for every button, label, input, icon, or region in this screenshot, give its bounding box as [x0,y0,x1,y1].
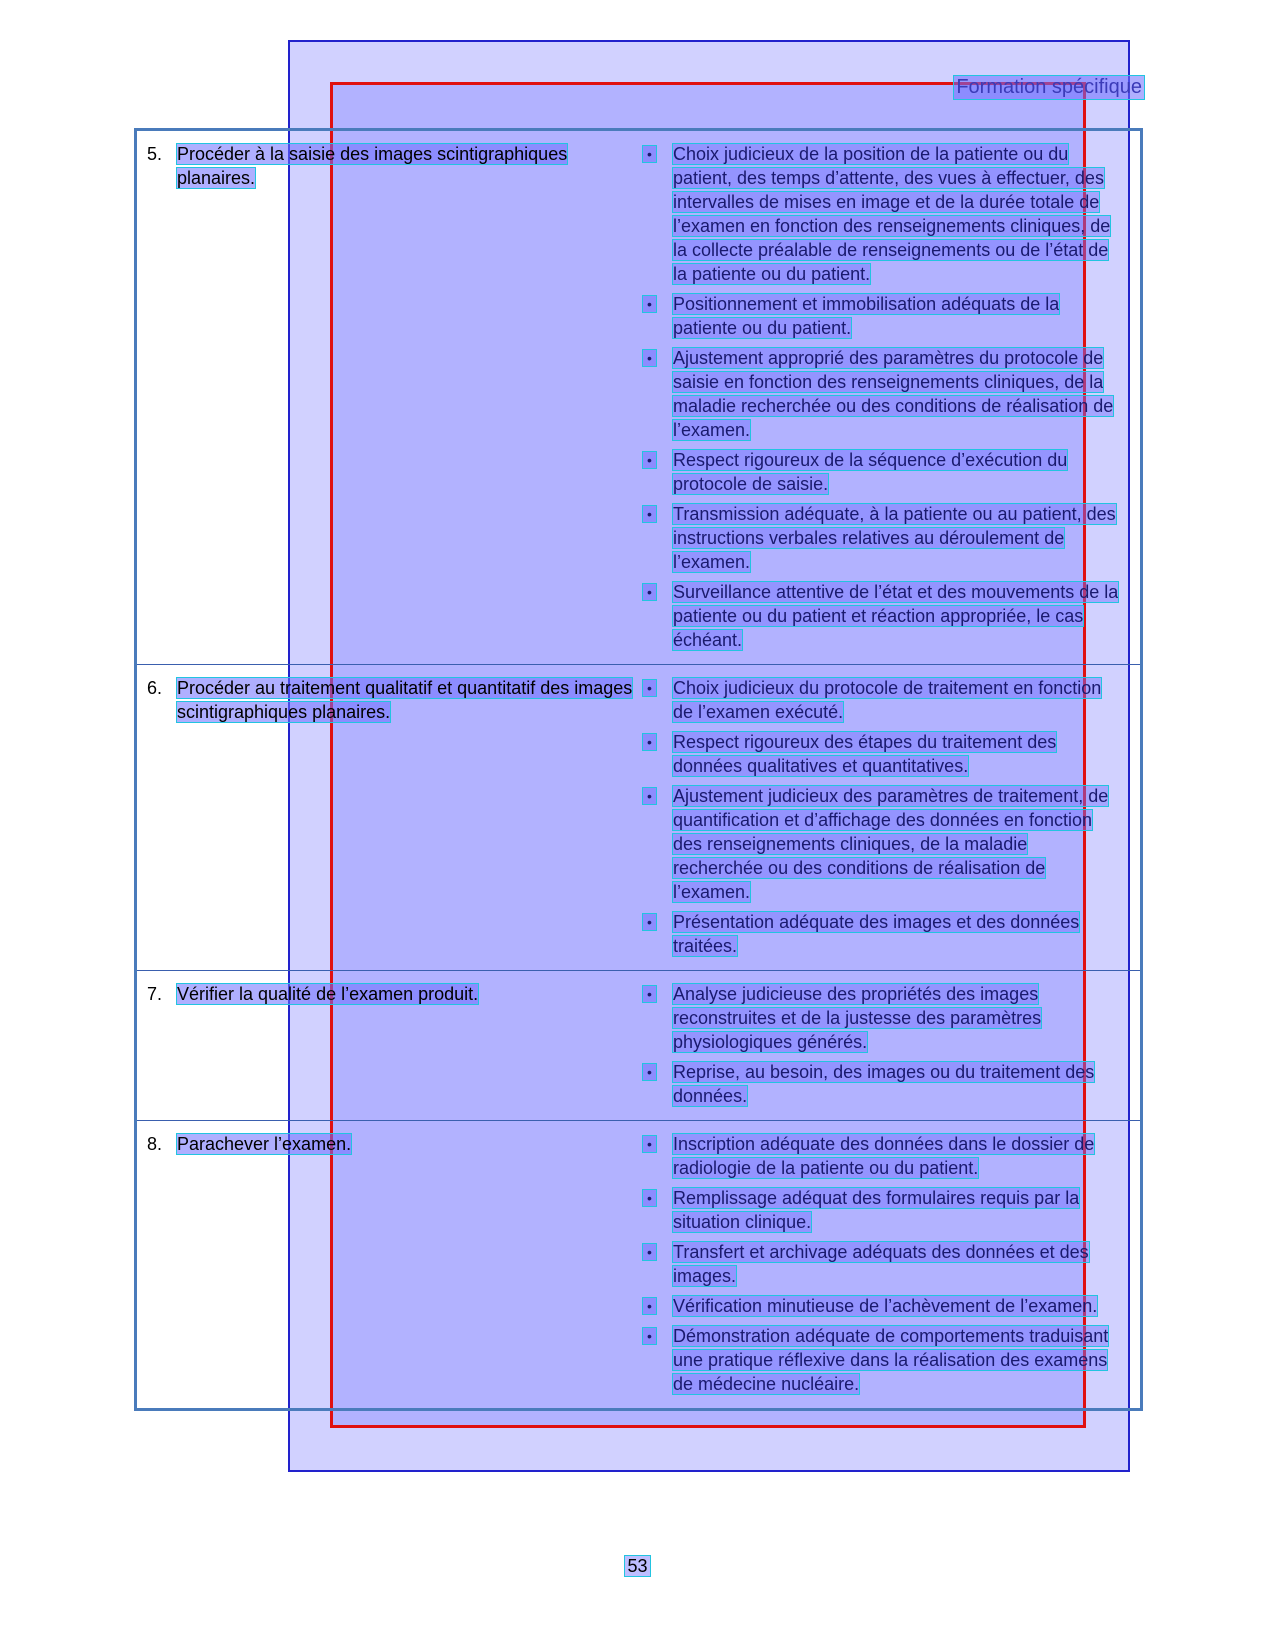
criteria-text-wrap [673,982,1119,1054]
criteria-item [643,1324,1130,1396]
step-text-wrap [177,142,643,190]
competence-cell [136,665,644,971]
page-number-text: 53 [627,1556,648,1576]
bullet-glyph: • [643,1244,656,1260]
criteria-cell [643,1121,1142,1410]
bullet-glyph: • [643,1328,656,1344]
criteria-list [643,982,1130,1108]
page-number [0,1556,1275,1577]
step-text: Procéder au traitement qualitatif et quantitatif des images scintigraphiques planaires. [177,678,633,722]
step-number: 5. [147,144,163,164]
competence-row [136,130,1142,665]
criteria-text: Choix judicieux de la position de la patiente ou du patient, des temps d’attente, des vues à effectuer, des intervalles de mises en image et de la durée totale de l’examen en fonction des renseignements cliniques, de la collecte préalable de renseignements ou de l’état de la patiente ou du patient. [673,144,1111,284]
criteria-text: Respect rigoureux des étapes du traitement des données qualitatives et quantitatives. [673,732,1057,776]
bullet-icon [643,1324,673,1396]
step-text-wrap [177,1132,351,1156]
criteria-text-wrap [673,910,1119,958]
criteria-cell [643,665,1142,971]
step-number: 7. [147,984,163,1004]
bullet-icon [643,1294,673,1318]
competence-row [136,1121,1142,1410]
bullet-glyph: • [643,452,656,468]
bullet-glyph: • [643,1064,656,1080]
criteria-text: Transmission adéquate, à la patiente ou au patient, des instructions verbales relatives au déroulement de l’examen. [673,504,1116,572]
criteria-text: Vérification minutieuse de l’achèvement de l’examen. [673,1296,1098,1316]
bullet-icon [643,502,673,574]
criteria-text: Positionnement et immobilisation adéquats de la patiente ou du patient. [673,294,1060,338]
criteria-text-wrap [673,1294,1119,1318]
bullet-icon [643,580,673,652]
competence-cell [136,130,644,665]
criteria-text-wrap [673,784,1119,904]
competence-cell [136,971,644,1121]
criteria-text-wrap [673,448,1119,496]
bullet-glyph: • [643,350,656,366]
criteria-item [643,784,1130,904]
criteria-item [643,580,1130,652]
bullet-glyph: • [643,146,656,162]
competence-step [147,982,643,1006]
criteria-list [643,676,1130,958]
criteria-item [643,1186,1130,1234]
bullet-icon [643,1132,673,1180]
bullet-icon [643,448,673,496]
bullet-icon [643,346,673,442]
bullet-glyph: • [643,1136,656,1152]
criteria-item [643,1294,1130,1318]
criteria-text: Ajustement approprié des paramètres du protocole de saisie en fonction des renseignements cliniques, de la maladie recherchée ou des conditions de réalisation de l’examen. [673,348,1114,440]
bullet-glyph: • [643,986,656,1002]
criteria-text: Inscription adéquate des données dans le dossier de radiologie de la patiente ou du patient. [673,1134,1095,1178]
step-text: Vérifier la qualité de l’examen produit. [177,984,479,1004]
step-number: 8. [147,1134,163,1154]
bullet-glyph: • [643,584,656,600]
bullet-icon [643,910,673,958]
bullet-glyph: • [643,914,656,930]
criteria-text: Transfert et archivage adéquats des données et des images. [673,1242,1089,1286]
competence-step [147,142,643,190]
bullet-icon [643,730,673,778]
bullet-glyph: • [643,1190,656,1206]
criteria-item [643,142,1130,286]
criteria-list [643,142,1130,652]
criteria-text-wrap [673,730,1119,778]
criteria-item [643,910,1130,958]
criteria-text-wrap [673,676,1119,724]
bullet-glyph: • [643,1298,656,1314]
criteria-text: Reprise, au besoin, des images ou du traitement des données. [673,1062,1095,1106]
criteria-text-wrap [673,580,1119,652]
step-number: 6. [147,678,163,698]
criteria-item [643,1060,1130,1108]
criteria-item [643,1132,1130,1180]
bullet-icon [643,292,673,340]
step-text-wrap [177,982,478,1006]
criteria-text: Choix judicieux du protocole de traitement en fonction de l’examen exécuté. [673,678,1102,722]
criteria-text: Remplissage adéquat des formulaires requis par la situation clinique. [673,1188,1080,1232]
criteria-text-wrap [673,1060,1119,1108]
bullet-glyph: • [643,296,656,312]
criteria-item [643,676,1130,724]
bullet-icon [643,1060,673,1108]
criteria-text-wrap [673,1186,1119,1234]
step-text: Parachever l’examen. [177,1134,352,1154]
bullet-glyph: • [643,734,656,750]
criteria-text-wrap [673,1324,1119,1396]
step-text: Procéder à la saisie des images scintigraphiques planaires. [177,144,568,188]
criteria-text-wrap [673,1132,1119,1180]
criteria-text-wrap [673,502,1119,574]
criteria-text: Analyse judicieuse des propriétés des images reconstruites et de la justesse des paramètres physiologiques générés. [673,984,1042,1052]
bullet-icon [643,982,673,1054]
competence-cell [136,1121,644,1410]
criteria-text-wrap [673,292,1119,340]
bullet-icon [643,784,673,904]
bullet-glyph: • [643,680,656,696]
bullet-icon [643,142,673,286]
running-header: Formation spécifique [956,76,1142,98]
competence-step [147,676,643,724]
criteria-cell [643,971,1142,1121]
bullet-glyph: • [643,506,656,522]
bullet-icon [643,1240,673,1288]
criteria-text: Présentation adéquate des images et des données traitées. [673,912,1080,956]
criteria-item [643,502,1130,574]
criteria-item [643,730,1130,778]
bullet-icon [643,1186,673,1234]
step-text-wrap [177,676,643,724]
criteria-item [643,1240,1130,1288]
criteria-text: Respect rigoureux de la séquence d’exécution du protocole de saisie. [673,450,1068,494]
criteria-item [643,292,1130,340]
competence-row [136,665,1142,971]
criteria-text: Ajustement judicieux des paramètres de traitement, de quantification et d’affichage des données en fonction des renseignements cliniques, de la maladie recherchée ou des conditions de réalisation de l’examen. [673,786,1109,902]
criteria-text-wrap [673,1240,1119,1288]
competence-row [136,971,1142,1121]
criteria-cell [643,130,1142,665]
competence-table [134,128,1143,1411]
competence-step [147,1132,643,1156]
criteria-item [643,982,1130,1054]
bullet-glyph: • [643,788,656,804]
criteria-text: Surveillance attentive de l’état et des mouvements de la patiente ou du patient et réaction appropriée, le cas échéant. [673,582,1119,650]
criteria-list [643,1132,1130,1396]
criteria-text: Démonstration adéquate de comportements traduisant une pratique réflexive dans la réalisation des examens de médecine nucléaire. [673,1326,1109,1394]
bullet-icon [643,676,673,724]
criteria-item [643,448,1130,496]
criteria-text-wrap [673,142,1119,286]
criteria-text-wrap [673,346,1119,442]
criteria-item [643,346,1130,442]
